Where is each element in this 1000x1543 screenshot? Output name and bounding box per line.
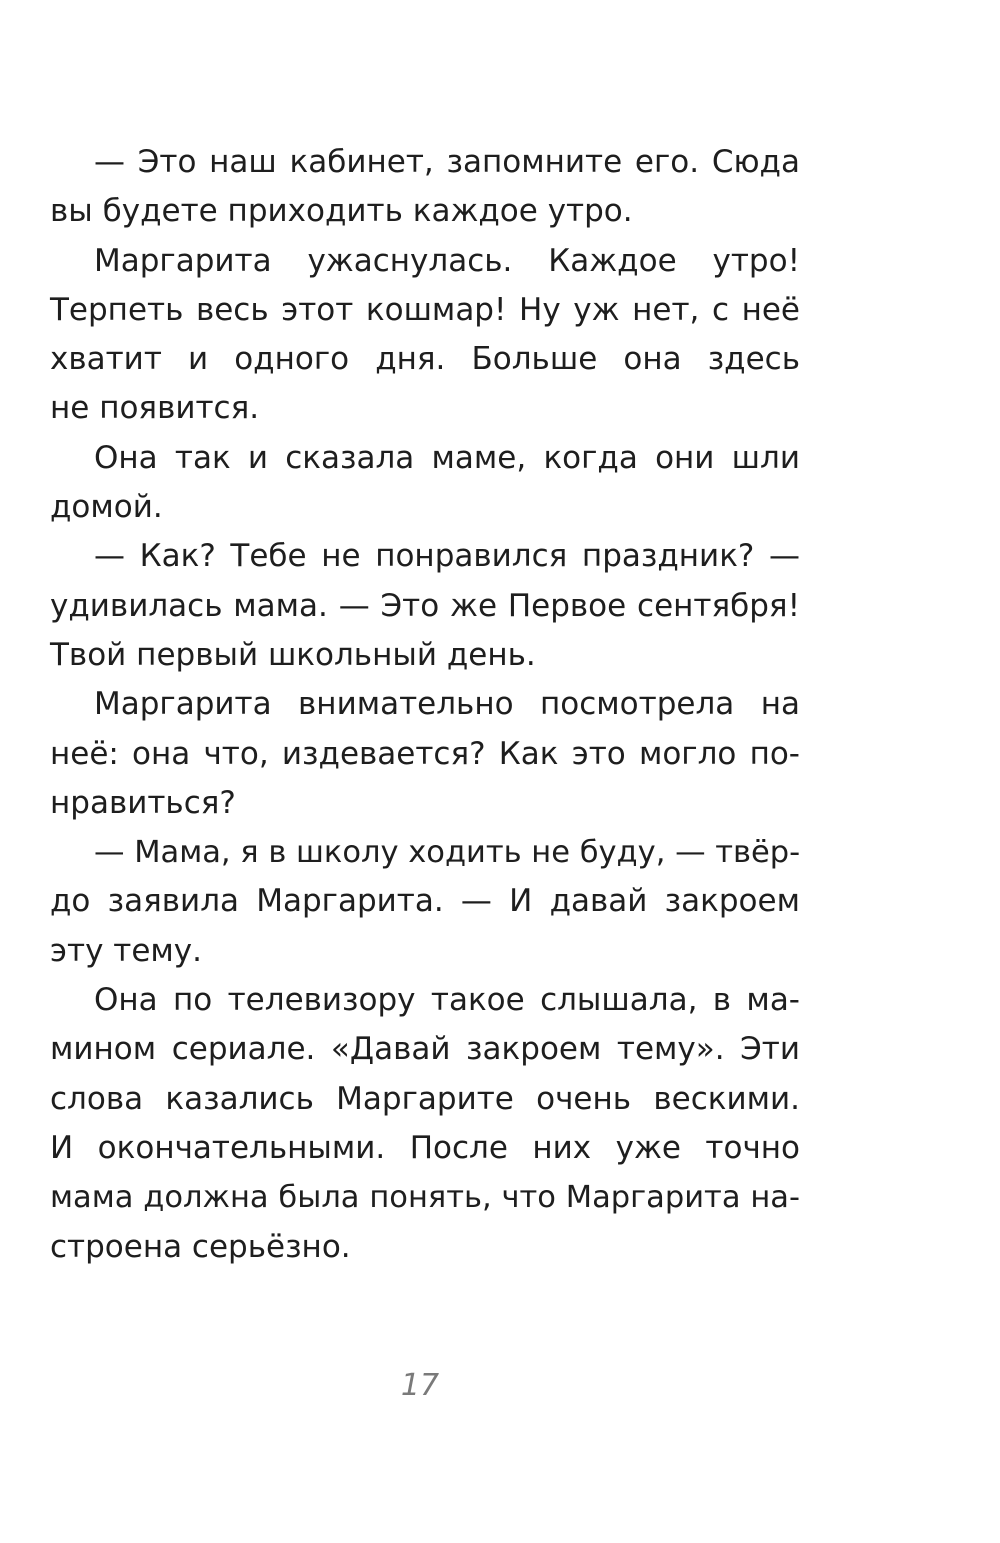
text-line: эту тему. xyxy=(50,932,202,969)
text-line: И окончательными. После них уже точно xyxy=(50,1129,800,1166)
body-text xyxy=(50,138,800,1272)
text-line: слова казались Маргарите очень вескими. xyxy=(50,1080,800,1117)
text-line: не появится. xyxy=(50,390,260,427)
text-line: удивилась мама. — Это же Первое сентября! xyxy=(50,587,800,624)
text-line: — Как? Тебе не понравился праздник? — xyxy=(94,538,800,575)
text-line: мама должна была понять, что Маргарита на- xyxy=(50,1180,800,1216)
text-line: Терпеть весь этот кошмар! Ну уж нет, с неё xyxy=(50,291,800,328)
text-line: хватит и одного дня. Больше она здесь xyxy=(50,341,800,378)
text-line: Маргарита внимательно посмотрела на xyxy=(94,686,800,723)
text-line: до заявила Маргарита. — И давай закроем xyxy=(50,883,800,920)
text-line: — Это наш кабинет, запомните его. Сюда xyxy=(94,144,800,180)
text-line: Она по телевизору такое слышала, в ма- xyxy=(94,982,800,1019)
text-line: домой. xyxy=(50,489,163,526)
text-line: неё: она что, издевается? Как это могло по- xyxy=(50,735,800,772)
text-line: строена серьёзно. xyxy=(50,1228,351,1265)
text-line: — Мама, я в школу ходить не буду, — твёр- xyxy=(94,835,801,871)
text-line: Маргарита ужаснулась. Каждое утро! xyxy=(94,242,800,279)
page-number: 17 xyxy=(400,1368,440,1403)
text-line: вы будете приходить каждое утро. xyxy=(50,193,633,230)
text-line: Твой первый школьный день. xyxy=(50,636,536,673)
text-line: нравиться? xyxy=(50,784,236,821)
text-line: мином сериале. «Давай закроем тему». Эти xyxy=(50,1031,800,1068)
text-line: Она так и сказала маме, когда они шли xyxy=(94,439,800,476)
